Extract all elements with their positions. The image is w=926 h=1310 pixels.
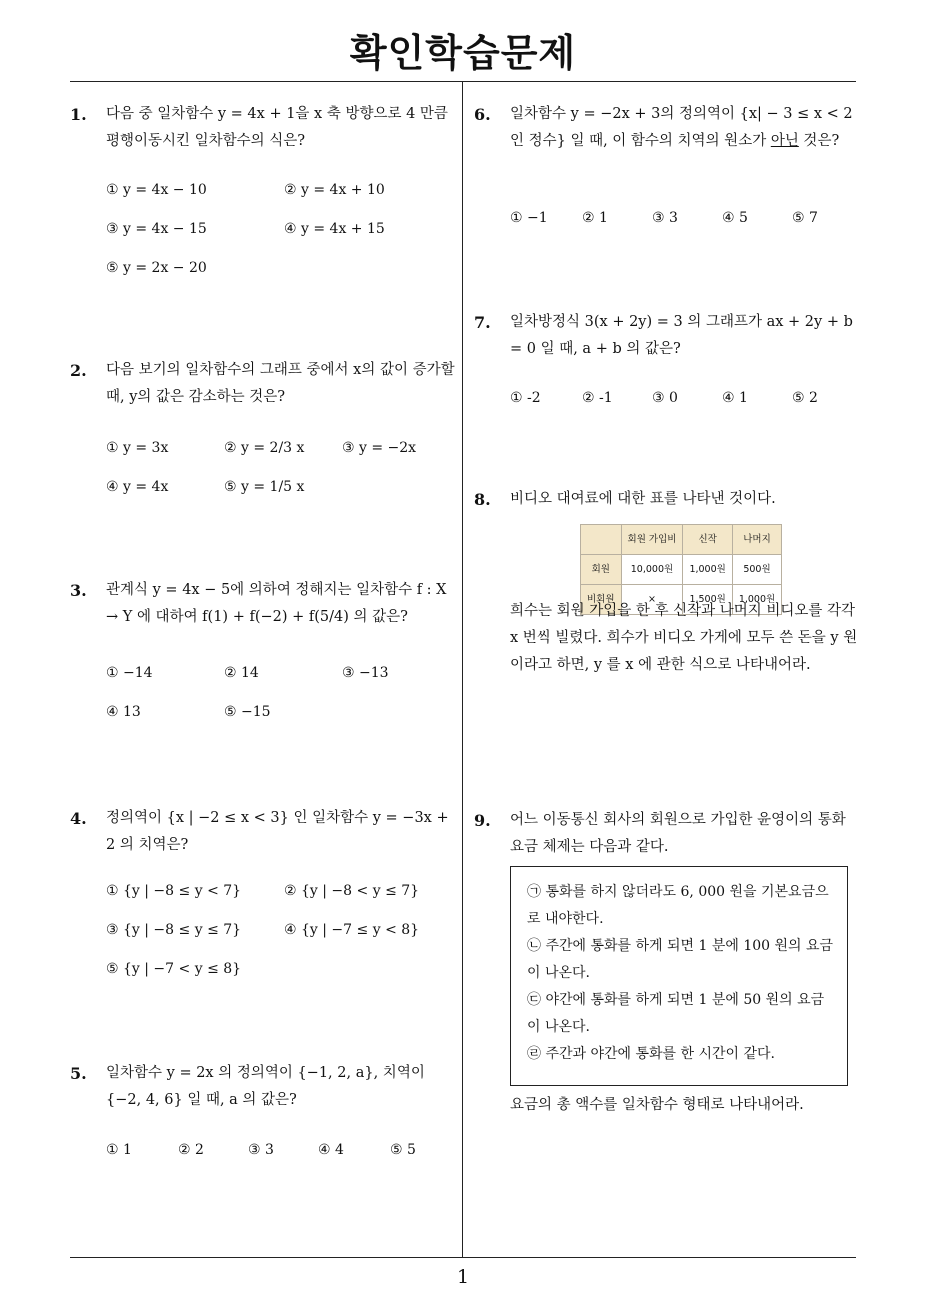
- choice-2[interactable]: ② 14: [224, 665, 259, 681]
- question-9: [474, 807, 860, 867]
- condition-item: ㉣ 주간과 야간에 통화를 한 시간이 같다.: [527, 1046, 776, 1062]
- question-9-prompt: [510, 1092, 860, 1122]
- choice-5[interactable]: ⑤ 7: [792, 210, 818, 226]
- question-number: 9.: [474, 811, 491, 830]
- question-number: 7.: [474, 313, 491, 332]
- question-number: 4.: [70, 809, 87, 828]
- top-rule: [70, 81, 856, 82]
- choice-2[interactable]: ② -1: [582, 390, 613, 406]
- choice-4[interactable]: ④ y = 4x + 15: [284, 221, 385, 237]
- choice-3[interactable]: ③ {y | −8 ≤ y ≤ 7}: [106, 922, 242, 938]
- table-header: 신작: [683, 525, 732, 555]
- choice-4[interactable]: ④ y = 4x: [106, 479, 169, 495]
- question-number: 5.: [70, 1064, 87, 1083]
- question-5: [70, 1060, 460, 1170]
- choice-5[interactable]: ⑤ {y | −7 < y ≤ 8}: [106, 961, 242, 977]
- condition-item: ㉡ 주간에 통화를 하게 되면 1 분에 100 원의 요금이 나온다.: [527, 938, 834, 981]
- table-corner: [581, 525, 622, 555]
- choice-4[interactable]: ④ 1: [722, 390, 748, 406]
- choice-3[interactable]: ③ y = 4x − 15: [106, 221, 207, 237]
- question-text: 일차방정식 3(x + 2y) = 3 의 그래프가 ax + 2y + b = 0 일 때, a + b 의 값은?: [510, 314, 853, 357]
- choice-1[interactable]: ① -2: [510, 390, 541, 406]
- choice-1[interactable]: ① y = 4x − 10: [106, 182, 207, 198]
- page-number: 1: [456, 1266, 470, 1288]
- table-cell: ×: [621, 585, 683, 615]
- question-text: 다음 중 일차함수 y = 4x + 1을 x 축 방향으로 4 만큼 평행이동시킨 일차함수의 식은?: [106, 106, 448, 149]
- choice-1[interactable]: ① −14: [106, 665, 153, 681]
- row-label: 비회원: [581, 585, 622, 615]
- choice-5[interactable]: ⑤ 2: [792, 390, 818, 406]
- question-number: 2.: [70, 361, 87, 380]
- column-divider: [462, 82, 463, 1257]
- question-number: 3.: [70, 581, 87, 600]
- question-number: 8.: [474, 490, 491, 509]
- choice-5[interactable]: ⑤ 5: [390, 1142, 416, 1158]
- choice-4[interactable]: ④ 5: [722, 210, 748, 226]
- table-header-row: [581, 525, 782, 555]
- choice-3[interactable]: ③ 0: [652, 390, 678, 406]
- choice-1[interactable]: ① −1: [510, 210, 548, 226]
- choice-3[interactable]: ③ −13: [342, 665, 389, 681]
- table-cell: 1,500원: [683, 585, 732, 615]
- question-2: [70, 357, 460, 517]
- row-label: 회원: [581, 555, 622, 585]
- bottom-rule: [70, 1257, 856, 1258]
- choice-5[interactable]: ⑤ y = 1/5 x: [224, 479, 305, 495]
- table-header: 나머지: [732, 525, 781, 555]
- question-text-end: 것은?: [798, 133, 840, 149]
- question-4: [70, 805, 460, 995]
- choice-1[interactable]: ① {y | −8 ≤ y < 7}: [106, 883, 242, 899]
- table-cell: 10,000원: [621, 555, 683, 585]
- choice-2[interactable]: ② {y | −8 < y ≤ 7}: [284, 883, 420, 899]
- question-7: [474, 309, 860, 419]
- question-text-2: 요금의 총 액수를 일차함수 형태로 나타내어라.: [510, 1097, 804, 1113]
- question-number: 1.: [70, 105, 87, 124]
- table-cell: 1,000원: [683, 555, 732, 585]
- question-text: 정의역이 {x | −2 ≤ x < 3} 인 일차함수 y = −3x + 2 의 치역은?: [106, 810, 449, 853]
- rate-conditions-box: [510, 866, 848, 1086]
- choice-2[interactable]: ② 1: [582, 210, 608, 226]
- question-6: [474, 101, 860, 241]
- question-number: 6.: [474, 105, 491, 124]
- question-text: 비디오 대여료에 대한 표를 나타낸 것이다.: [510, 491, 776, 507]
- page-title: 확인학습문제: [349, 31, 577, 75]
- question-3: [70, 577, 460, 737]
- table-cell: 1,000원: [732, 585, 781, 615]
- choice-3[interactable]: ③ 3: [248, 1142, 274, 1158]
- question-text: 일차함수 y = 2x 의 정의역이 {−1, 2, a}, 치역이 {−2, 4, 6} 일 때, a 의 값은?: [106, 1065, 425, 1108]
- question-text-main: 일차함수 y = −2x + 3의 정의역이 {x| − 3 ≤ x < 2인 정수} 일 때, 이 함수의 치역의 원소가: [510, 106, 853, 149]
- choice-2[interactable]: ② y = 2/3 x: [224, 440, 305, 456]
- choice-4[interactable]: ④ 13: [106, 704, 141, 720]
- question-text: 관계식 y = 4x − 5에 의하여 정해지는 일차함수 f : X → Y 에 대하여 f(1) + f(−2) + f(5/4) 의 값은?: [106, 582, 447, 625]
- condition-item: ㉢ 야간에 통화를 하게 되면 1 분에 50 원의 요금이 나온다.: [527, 992, 825, 1035]
- choice-3[interactable]: ③ y = −2x: [342, 440, 417, 456]
- choice-4[interactable]: ④ {y | −7 ≤ y < 8}: [284, 922, 420, 938]
- question-text: 어느 이동통신 회사의 회원으로 가입한 윤영이의 통화 요금 체제는 다음과 같다.: [510, 812, 846, 855]
- choice-2[interactable]: ② 2: [178, 1142, 204, 1158]
- choice-5[interactable]: ⑤ −15: [224, 704, 271, 720]
- choice-2[interactable]: ② y = 4x + 10: [284, 182, 385, 198]
- choice-4[interactable]: ④ 4: [318, 1142, 344, 1158]
- condition-item: ㉠ 통화를 하지 않더라도 6, 000 원을 기본요금으로 내야한다.: [527, 884, 829, 927]
- question-text-2: 희수는 회원 가입을 한 후 신작과 나머지 비디오를 각각 x 번씩 빌렸다. 희수가 비디오 가게에 모두 쓴 돈을 y 원이라고 하면, y 를 x 에 관한 식으로 나타내어라.: [510, 603, 858, 673]
- table-cell: 500원: [732, 555, 781, 585]
- choice-1[interactable]: ① y = 3x: [106, 440, 169, 456]
- choice-3[interactable]: ③ 3: [652, 210, 678, 226]
- question-text: [510, 101, 860, 155]
- underlined-word: 아닌: [770, 133, 799, 149]
- question-text: 다음 보기의 일차함수의 그래프 중에서 x의 값이 증가할 때, y의 값은 감소하는 것은?: [106, 362, 455, 405]
- question-1: [70, 101, 460, 301]
- table-header: 회원 가입비: [621, 525, 683, 555]
- choice-1[interactable]: ① 1: [106, 1142, 132, 1158]
- question-8: [474, 486, 860, 686]
- choice-5[interactable]: ⑤ y = 2x − 20: [106, 260, 207, 276]
- table-row: [581, 555, 782, 585]
